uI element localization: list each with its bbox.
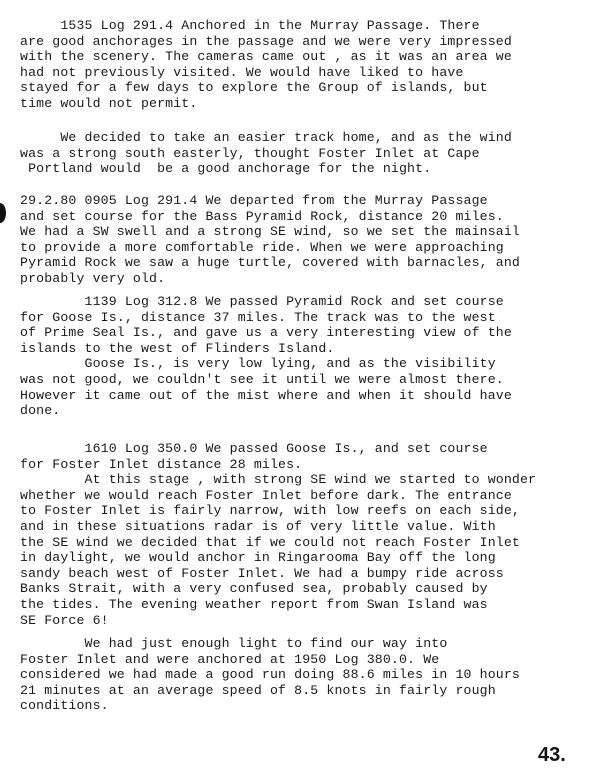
binder-hole-mark xyxy=(0,203,6,223)
text-line: 29.2.80 0905 Log 291.4 We departed from the Murray Passage xyxy=(20,193,488,208)
text-line: time would not permit. xyxy=(20,96,198,111)
text-line: 21 minutes at an average speed of 8.5 knots in fairly rough xyxy=(20,682,496,698)
text-line: We decided to take an easier track home, and as the wind xyxy=(20,130,512,145)
text-line: SE Force 6! xyxy=(20,612,109,628)
text-line: was not good, we couldn't see it until we were almost there. xyxy=(20,372,504,387)
text-line: to provide a more comfortable ride. When we were approaching xyxy=(20,239,504,255)
text-line: stayed for a few days to explore the Group of islands, but xyxy=(20,80,488,96)
text-line: probably very old. xyxy=(20,271,166,286)
text-line: for Foster Inlet distance 28 miles. xyxy=(20,456,303,472)
text-line: At this stage , with strong SE wind we started to wonder xyxy=(20,472,537,488)
text-line: the SE wind we decided that if we could not reach Foster Inlet xyxy=(20,534,520,550)
text-line: of Prime Seal Is., and gave us a very interesting view of the xyxy=(20,325,512,341)
text-line: and in these situations radar is of very little value. With xyxy=(20,519,496,534)
text-line: We had just enough light to find our way into xyxy=(20,636,448,651)
text-line: considered we had made a good run doing 88.6 miles in 10 hours xyxy=(20,667,520,683)
text-line: the tides. The evening weather report from Swan Island was xyxy=(20,597,488,612)
page-number: 43. xyxy=(538,744,566,766)
text-line: Portland would be a good anchorage for the night. xyxy=(20,161,432,177)
text-line: Foster Inlet and were anchored at 1950 Log 380.0. We xyxy=(20,651,440,667)
text-line: whether we would reach Foster Inlet before dark. The entrance xyxy=(20,487,512,503)
text-line: islands to the west of Flinders Island. xyxy=(20,340,335,356)
text-line: 1610 Log 350.0 We passed Goose Is., and set course xyxy=(20,441,488,456)
text-line: 1139 Log 312.8 We passed Pyramid Rock and set course xyxy=(20,294,504,309)
text-line: had not previously visited. We would have liked to have xyxy=(20,64,464,80)
text-line: was a strong south easterly, thought Foster Inlet at Cape xyxy=(20,145,480,161)
text-line: Goose Is., is very low lying, and as the visibility xyxy=(20,356,496,372)
text-line: and set course for the Bass Pyramid Rock, distance 20 miles. xyxy=(20,208,504,224)
text-line: However it came out of the mist where and when it should have xyxy=(20,387,512,403)
text-line: conditions. xyxy=(20,698,109,714)
text-line: in daylight, we would anchor in Ringarooma Bay off the long xyxy=(20,550,496,566)
text-line: We had a SW swell and a strong SE wind, so we set the mainsail xyxy=(20,224,520,240)
text-line: done. xyxy=(20,403,61,419)
text-line: sandy beach west of Foster Inlet. We had a bumpy ride across xyxy=(20,565,504,581)
text-line: 1535 Log 291.4 Anchored in the Murray Passage. There xyxy=(20,18,480,33)
text-line: Banks Strait, with a very confused sea, probably caused by xyxy=(20,581,488,597)
text-line: with the scenery. The cameras came out , as it was an area we xyxy=(20,49,512,65)
text-line: Pyramid Rock we saw a huge turtle, covered with barnacles, and xyxy=(20,255,520,271)
text-line: for Goose Is., distance 37 miles. The track was to the west xyxy=(20,309,496,325)
text-line: to Foster Inlet is fairly narrow, with low reefs on each side, xyxy=(20,503,520,519)
text-line: are good anchorages in the passage and we were very impressed xyxy=(20,33,512,49)
